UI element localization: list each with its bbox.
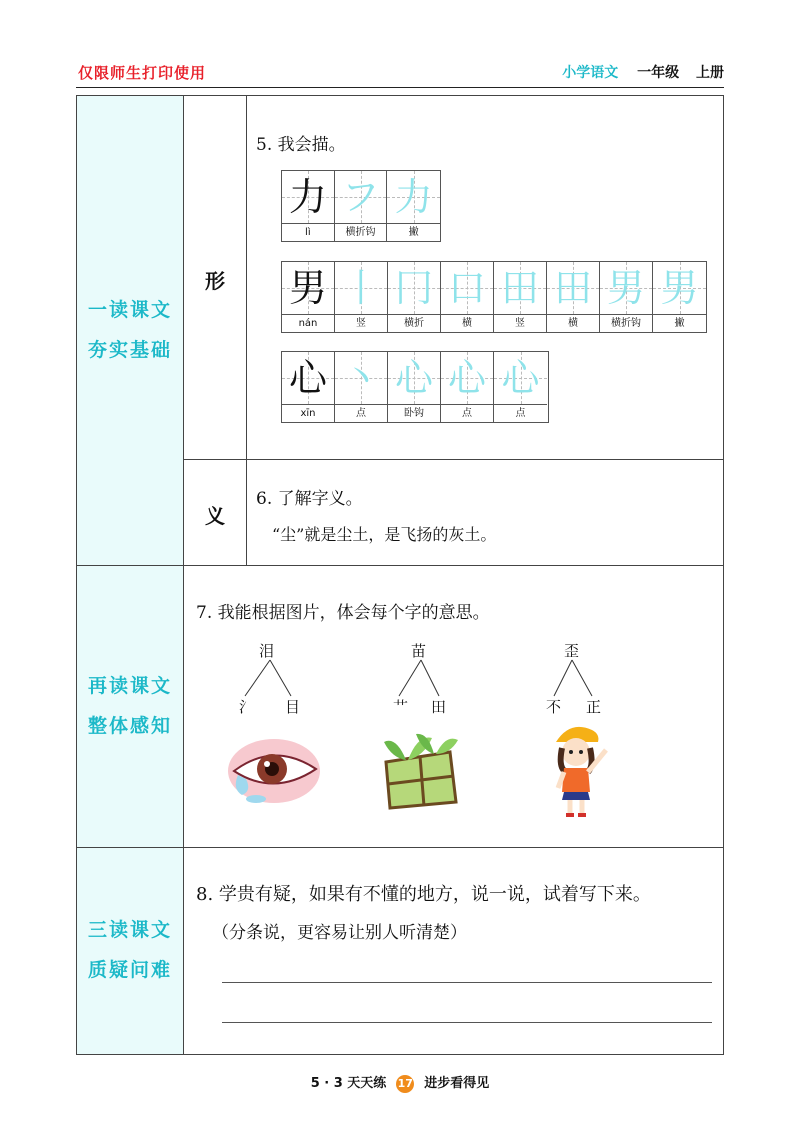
q6-title: 6. 了解字义。 [256, 489, 363, 509]
tree-left-char: 不 [546, 698, 562, 716]
stroke-order-char: 田 [500, 266, 539, 310]
model-char-cell [282, 262, 335, 332]
page-footer [0, 1072, 800, 1093]
volume-label: 上册 [696, 65, 724, 81]
header-divider [76, 87, 724, 88]
book-info [562, 62, 724, 82]
trace-char-cell[interactable] [335, 352, 388, 422]
tree-top-char: 歪 [564, 642, 580, 660]
section-1-label [76, 290, 184, 370]
trace-char-cell[interactable] [441, 352, 494, 422]
row-divider-xing-yi [183, 459, 724, 460]
grade-label: 一年级 [637, 65, 680, 81]
stroke-name-label: 横折 [404, 318, 424, 329]
footer-slogan: 进步看得见 [424, 1076, 490, 1091]
trace-char-cell[interactable] [388, 262, 441, 332]
tilted-girl-image [548, 720, 620, 820]
tracing-grid-li [281, 170, 441, 242]
pinyin-label: xīn [300, 408, 316, 419]
model-char: 男 [288, 266, 327, 310]
stroke-order-char: 男 [660, 266, 699, 310]
stroke-order-char: 力 [394, 175, 433, 219]
trace-char-cell[interactable] [494, 262, 547, 332]
q6-text: “尘”就是尘土，是飞扬的灰土。 [272, 525, 497, 544]
subject-label: 小学语文 [562, 65, 619, 81]
section-1-line1: 一读课文 [87, 299, 172, 321]
subhead-xing: 形 [205, 269, 225, 293]
section-3-label [76, 910, 184, 990]
row-divider-1 [76, 565, 724, 566]
tree-left-char: 氵 [239, 698, 255, 716]
tree-top-char: 泪 [259, 642, 275, 660]
stroke-order-char: 丶 [341, 356, 380, 400]
sprouts-field-image [378, 726, 462, 812]
stroke-name-label: 点 [462, 408, 472, 419]
stroke-order-char: 口 [447, 266, 486, 310]
tree-top-char: 苗 [411, 642, 427, 660]
print-notice: 仅限师生打印使用 [78, 64, 207, 82]
section-1-line2: 夯实基础 [87, 339, 172, 361]
stroke-name-label: 竖 [515, 318, 525, 329]
tree-right-char: 目 [285, 698, 301, 716]
stroke-name-label: 撇 [674, 318, 685, 329]
stroke-name-label: 卧钩 [404, 408, 424, 419]
trace-char-cell[interactable] [335, 171, 388, 241]
tracing-grid-nan [281, 261, 707, 333]
footer-series: 5 · 3 天天练 [310, 1076, 387, 1091]
stroke-name-label: 撇 [408, 227, 419, 238]
stroke-order-char: 心 [447, 356, 486, 400]
trace-char-cell[interactable] [335, 262, 388, 332]
stroke-name-label: 点 [356, 408, 366, 419]
row-divider-2 [76, 847, 724, 848]
char-tree-miao [385, 640, 475, 720]
tree-right-char: 田 [431, 698, 447, 716]
q8-note: （分条说，更容易让别人听清楚） [212, 923, 467, 943]
stroke-order-char: フ [341, 175, 380, 219]
stroke-order-char: 冂 [394, 266, 433, 310]
trace-char-cell[interactable] [653, 262, 706, 332]
trace-char-cell[interactable] [387, 171, 440, 241]
stroke-order-char: 心 [394, 356, 433, 400]
stroke-name-label: 竖 [356, 318, 366, 329]
stroke-order-char: 男 [606, 266, 645, 310]
q7-title: 7. 我能根据图片，体会每个字的意思。 [196, 603, 490, 623]
trace-char-cell[interactable] [494, 352, 547, 422]
stroke-order-char: 丨 [341, 266, 380, 310]
model-char-cell [282, 352, 335, 422]
stroke-name-label: 横 [462, 318, 472, 329]
tree-branches [225, 658, 315, 698]
subhead-divider [246, 95, 247, 565]
trace-char-cell[interactable] [441, 262, 494, 332]
model-char: 力 [288, 175, 327, 219]
trace-char-cell[interactable] [388, 352, 441, 422]
page-number: 17 [396, 1075, 414, 1093]
section-2-line2: 整体感知 [87, 715, 172, 737]
section-3-line1: 三读课文 [87, 919, 172, 941]
answer-line-2[interactable] [222, 1022, 712, 1023]
section-2-line1: 再读课文 [87, 675, 172, 697]
model-char: 心 [288, 356, 327, 400]
q5-title: 5. 我会描。 [256, 135, 346, 155]
tracing-grid-xin [281, 351, 549, 423]
trace-char-cell[interactable] [547, 262, 600, 332]
model-char-cell [282, 171, 335, 241]
pinyin-label: nán [298, 318, 318, 329]
stroke-name-label: 横 [568, 318, 578, 329]
eye-crying-image [224, 735, 324, 815]
section-3-line2: 质疑问难 [87, 959, 172, 981]
answer-line-1[interactable] [222, 982, 712, 983]
tree-left-char: 艹 [393, 698, 409, 716]
tree-branches [385, 658, 475, 698]
char-tree-lei [225, 640, 315, 720]
subhead-yi: 义 [205, 504, 225, 528]
char-tree-wai [540, 640, 630, 720]
stroke-name-label: 横折钩 [345, 227, 376, 238]
tree-branches [540, 658, 630, 698]
tree-right-char: 正 [586, 698, 602, 716]
q8-title: 8. 学贵有疑，如果有不懂的地方，说一说，试着写下来。 [196, 884, 651, 905]
stroke-name-label: 横折钩 [611, 318, 641, 329]
stroke-order-char: 田 [553, 266, 592, 310]
trace-char-cell[interactable] [600, 262, 653, 332]
pinyin-label: lì [305, 227, 311, 238]
stroke-name-label: 点 [515, 408, 526, 419]
stroke-order-char: 心 [501, 356, 540, 400]
section-2-label [76, 666, 184, 746]
